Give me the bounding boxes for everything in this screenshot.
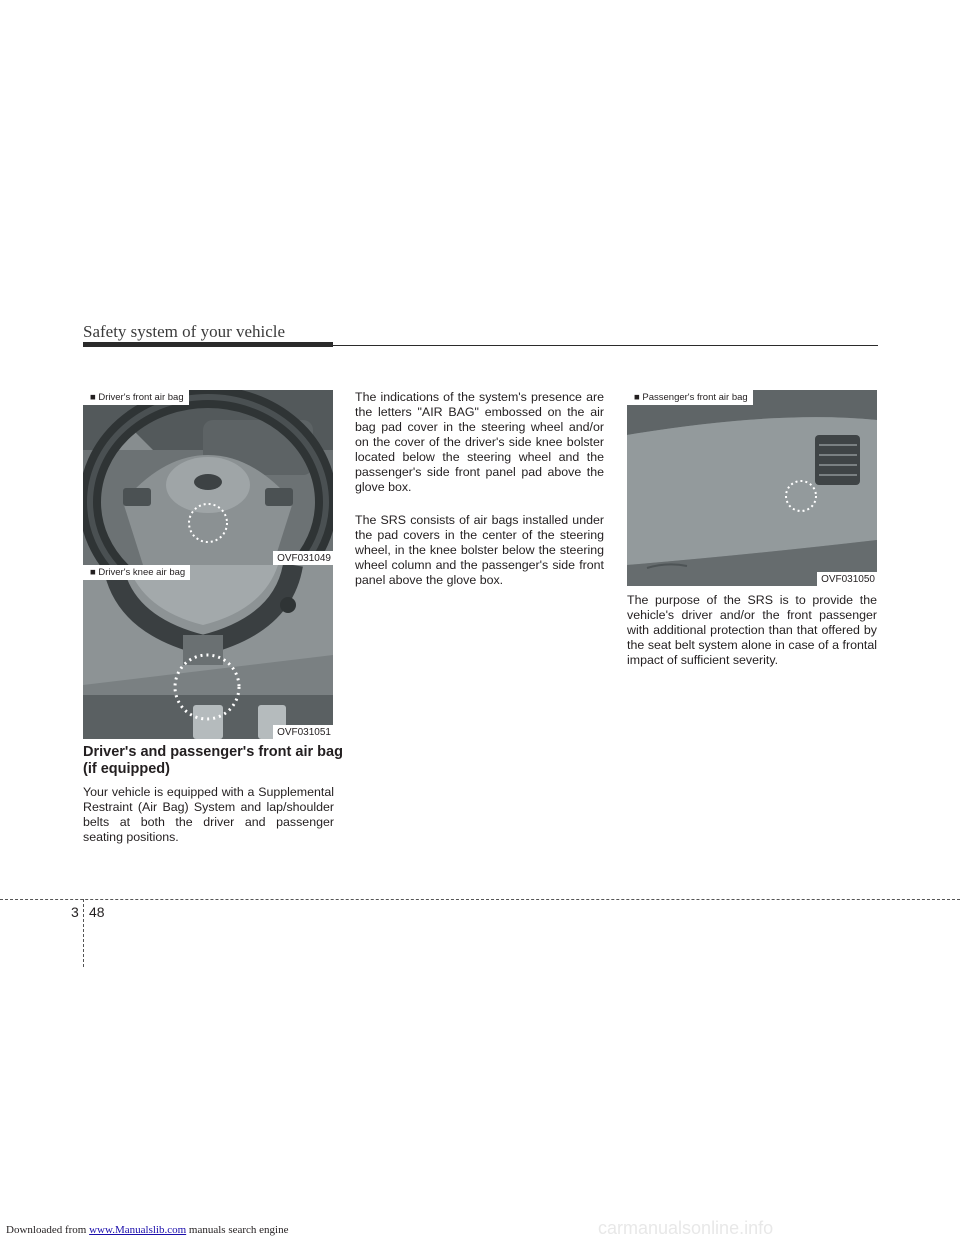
figure-caption: ■ Driver's knee air bag [83, 565, 190, 580]
dashboard-illustration [627, 390, 877, 586]
figure-code: OVF031049 [273, 551, 333, 565]
download-prefix: Downloaded from [6, 1224, 90, 1236]
figure-drivers-front-airbag [83, 390, 333, 565]
middle-paragraph-1 [355, 390, 604, 495]
header-rule-thick [83, 342, 333, 347]
header-rule-thin [333, 345, 878, 346]
left-paragraph [83, 785, 334, 845]
figure-code: OVF031050 [817, 572, 877, 586]
download-notice [6, 1224, 288, 1236]
download-suffix: manuals search engine [186, 1224, 289, 1236]
paragraph-text: Your vehicle is equipped with a Supplemental Restraint (Air Bag) System and lap/shoulder belts at both the driver and passenger seating positions. [83, 785, 334, 844]
watermark: carmanualsonline.info [598, 1218, 774, 1238]
figure-passengers-front-airbag [627, 390, 877, 586]
section-title: Safety system of your vehicle [83, 322, 286, 341]
knee-bolster-illustration [83, 565, 333, 739]
paragraph-text: The purpose of the SRS is to provide the vehicle's driver and/or the front passenger with additional protection than that offered by the seat belt system alone in case of a frontal impact of sufficient severity. [627, 593, 877, 667]
footer-divider [0, 899, 960, 900]
footer-vertical-divider [83, 899, 84, 967]
paragraph-text: The SRS consists of air bags installed under the pad covers in the center of the steering wheel, in the knee bolster below the steering wheel column and the passenger's side front panel above the glove box. [355, 513, 604, 587]
page-number: 48 [89, 904, 105, 920]
manualslib-link[interactable]: www.Manualslib.com [89, 1224, 187, 1236]
right-paragraph [627, 593, 877, 668]
figure-caption: ■ Driver's front air bag [83, 390, 189, 405]
figure-caption: ■ Passenger's front air bag [627, 390, 753, 405]
figure-code: OVF031051 [273, 725, 333, 739]
paragraph-text: The indications of the system's presence are the letters "AIR BAG" embossed on the air bag pad cover in the steering wheel and/or on the cover of the driver's side knee bolster located below the steering wheel and the passenger's side front panel pad above the glove box. [355, 390, 604, 494]
chapter-number: 3 [71, 904, 79, 920]
middle-paragraph-2 [355, 513, 604, 588]
figure-drivers-knee-airbag [83, 565, 333, 739]
section-heading: Driver's and passenger's front air bag (if equipped) [83, 744, 343, 777]
steering-wheel-illustration [83, 390, 333, 565]
